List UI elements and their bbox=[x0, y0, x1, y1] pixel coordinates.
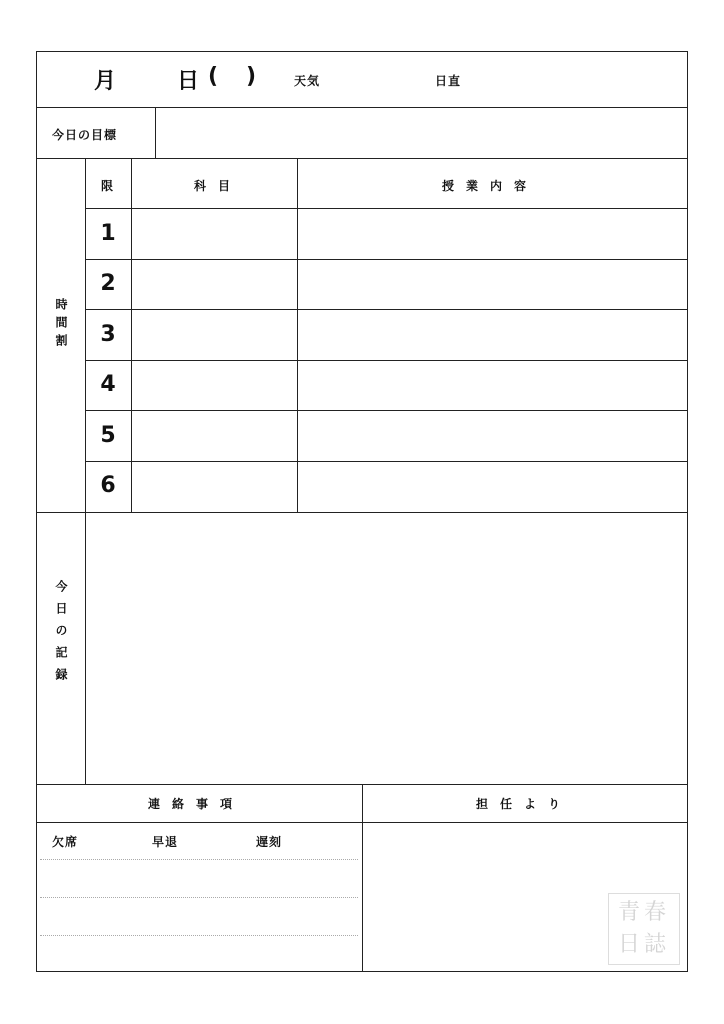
header-divider bbox=[36, 107, 688, 108]
month-label: 月 bbox=[94, 69, 117, 94]
weekday-paren-close: ) bbox=[246, 64, 257, 89]
duty-label: 日直 bbox=[435, 74, 462, 88]
period-number: 3 bbox=[100, 322, 116, 347]
timetable-bottom-line bbox=[36, 512, 688, 513]
row-line-4 bbox=[85, 410, 688, 411]
goal-label: 今日の目標 bbox=[52, 128, 118, 142]
row-line-5 bbox=[85, 461, 688, 462]
row-line-2 bbox=[85, 309, 688, 310]
seishun-nisshi-logo bbox=[608, 893, 680, 965]
row-line-1 bbox=[85, 259, 688, 260]
absent-label: 欠席 bbox=[52, 835, 79, 849]
subject-header: 科目 bbox=[194, 179, 243, 193]
period-number: 4 bbox=[100, 372, 116, 397]
logo-line-1: 青春 bbox=[617, 900, 670, 925]
weather-label: 天気 bbox=[294, 74, 321, 88]
record-section-label: 今日の記録 bbox=[54, 580, 68, 690]
period-number: 6 bbox=[100, 473, 116, 498]
day-label: 日 bbox=[177, 69, 200, 94]
goal-bottom-line bbox=[36, 158, 688, 159]
teacher-title: 担任より bbox=[476, 797, 573, 811]
contact-title: 連絡事項 bbox=[148, 797, 245, 811]
content-header: 授業内容 bbox=[442, 179, 539, 193]
early-leave-label: 早退 bbox=[152, 835, 179, 849]
period-number: 1 bbox=[100, 221, 116, 246]
row-line-3 bbox=[85, 360, 688, 361]
late-label: 遅刻 bbox=[256, 835, 283, 849]
contact-input-area[interactable] bbox=[38, 824, 360, 970]
weekday-paren-open: ( bbox=[208, 64, 219, 89]
goal-divider bbox=[155, 107, 156, 158]
row-line-0 bbox=[85, 208, 688, 209]
period-number: 5 bbox=[100, 423, 116, 448]
period-header: 限 bbox=[101, 179, 115, 193]
logo-line-2: 日誌 bbox=[617, 932, 670, 957]
record-side-divider bbox=[85, 512, 86, 784]
goal-input-area[interactable] bbox=[157, 109, 686, 156]
subject-col-divider bbox=[297, 158, 298, 512]
bottom-center-divider bbox=[362, 784, 363, 972]
bottom-header-line bbox=[36, 822, 688, 823]
timetable-section-label: 時間割 bbox=[54, 298, 68, 352]
period-number: 2 bbox=[100, 271, 116, 296]
period-col-divider bbox=[131, 158, 132, 512]
record-input-area[interactable] bbox=[87, 514, 686, 782]
